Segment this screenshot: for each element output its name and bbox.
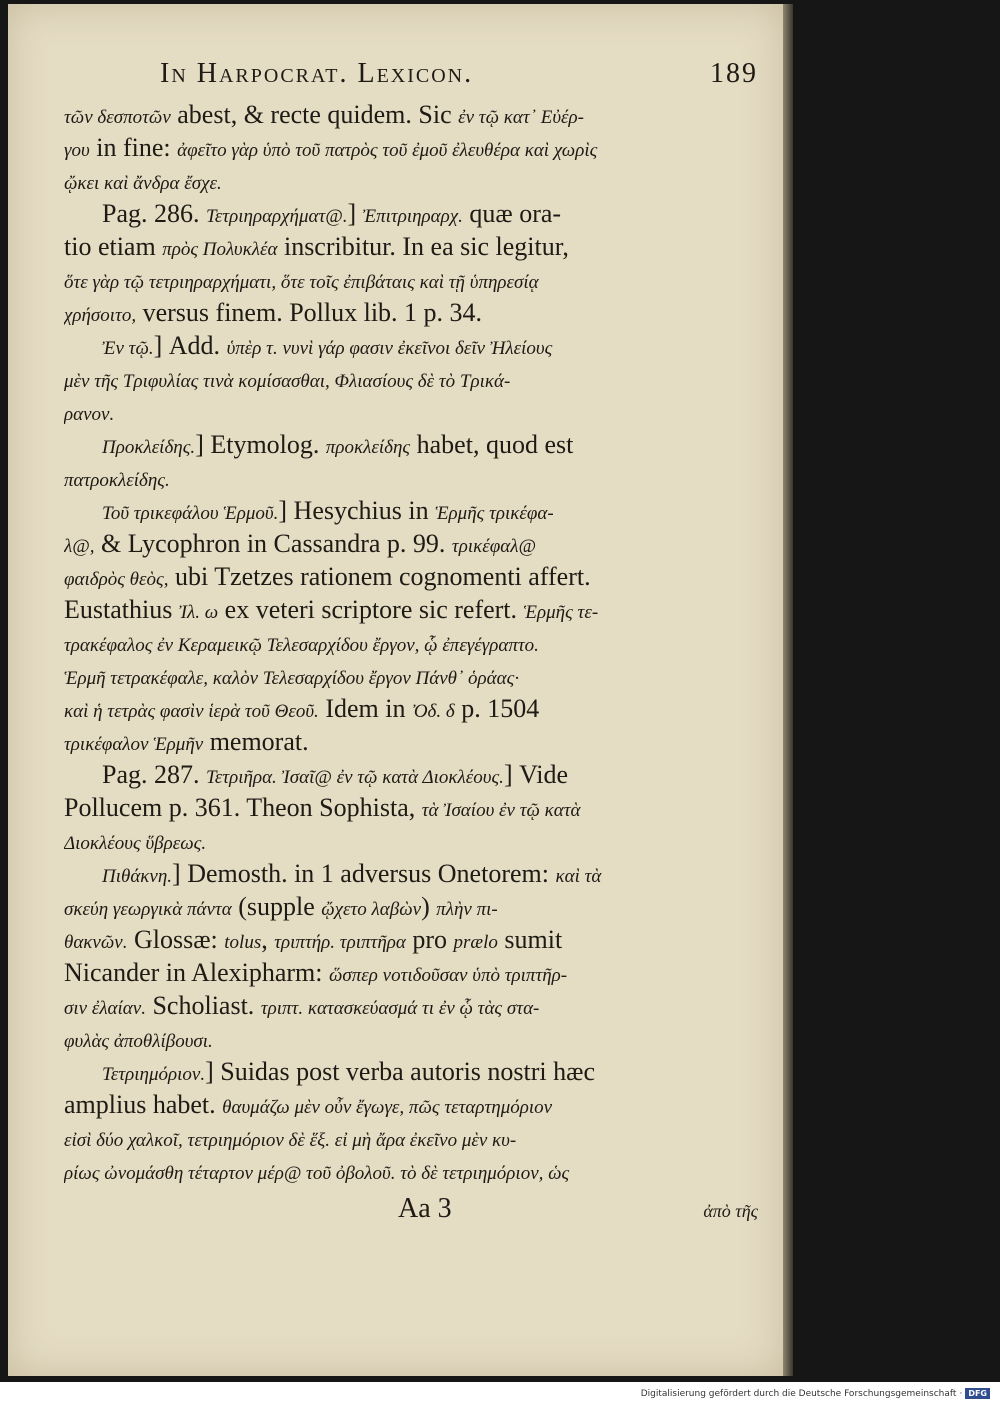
greek-text: Ἰλ. ω bbox=[178, 602, 219, 623]
latin-text: in fine: bbox=[89, 133, 178, 162]
text-line bbox=[64, 758, 758, 791]
greek-text: τρικέφαλον Ἑρμῆν bbox=[64, 734, 204, 755]
greek-text: ὅτε γὰρ τῷ τετριηραρχήματι, ὅτε τοῖς ἐπιβάταις καὶ τῇ ὑπηρεσίᾳ bbox=[64, 272, 539, 293]
text-line bbox=[64, 461, 758, 494]
greek-text: ᾤκει καὶ ἄνδρα ἔσχε. bbox=[64, 173, 222, 194]
digitization-credit bbox=[641, 1388, 990, 1399]
text-line bbox=[64, 593, 758, 626]
greek-text: τρακέφαλος ἐν Κεραμεικῷ Τελεσαρχίδου ἔργον, ᾧ ἐπεγέγραπτο. bbox=[64, 635, 539, 656]
latin-text: (supple bbox=[231, 892, 322, 921]
page-edge bbox=[783, 4, 793, 1376]
text-line bbox=[64, 131, 758, 164]
running-title: In Harpocrat. Lexicon. bbox=[160, 58, 474, 89]
text-line bbox=[64, 725, 758, 758]
signature-mark: Aa 3 bbox=[398, 1193, 452, 1224]
greek-text: Ἐν τῷ. bbox=[102, 338, 154, 359]
latin-text: ) bbox=[421, 892, 437, 921]
greek-text: πλὴν πι- bbox=[436, 899, 498, 920]
greek-text: Τετριηραρχήματ@. bbox=[206, 206, 348, 227]
text-line bbox=[64, 527, 758, 560]
latin-text: ubi Tzetzes rationem cognomenti affert. bbox=[168, 562, 591, 591]
text-line bbox=[64, 395, 758, 428]
greek-text: προκλείδης bbox=[325, 437, 411, 458]
text-line bbox=[64, 956, 758, 989]
text-line bbox=[64, 857, 758, 890]
latin-text: Nicander in Alexipharm: bbox=[64, 958, 329, 987]
body-text bbox=[64, 98, 758, 1187]
latin-text: ex veteri scriptore sic refert. bbox=[218, 595, 524, 624]
greek-text: Διοκλέους ὕβρεως. bbox=[64, 833, 207, 854]
latin-text: memorat. bbox=[203, 727, 309, 756]
greek-text: prælo bbox=[453, 932, 498, 953]
text-line bbox=[64, 791, 758, 824]
page-footer bbox=[64, 1193, 758, 1225]
greek-text: θαυμάζω μὲν οὖν ἔγωγε, πῶς τεταρτημόριον bbox=[222, 1097, 553, 1118]
greek-text: Τετριῆρα. Ἰσαῖ@ ἐν τῷ κατὰ Διοκλέους. bbox=[206, 767, 504, 788]
greek-text: σιν ἐλαίαν. bbox=[64, 998, 146, 1019]
latin-text: quæ ora- bbox=[462, 199, 562, 228]
text-line bbox=[64, 659, 758, 692]
greek-text: τῶν δεσποτῶν bbox=[64, 107, 171, 128]
text-line bbox=[64, 692, 758, 725]
text-block bbox=[64, 58, 758, 1225]
text-line bbox=[64, 494, 758, 527]
greek-text: Προκλείδης. bbox=[102, 437, 196, 458]
latin-text: ] Hesychius in bbox=[278, 496, 436, 525]
greek-text: χρήσοιτο, bbox=[64, 305, 137, 326]
text-line bbox=[64, 1154, 758, 1187]
greek-text: ᾤχετο λαβὼν bbox=[321, 899, 422, 920]
text-line bbox=[64, 626, 758, 659]
text-line bbox=[64, 164, 758, 197]
text-line bbox=[64, 1121, 758, 1154]
latin-text: , bbox=[261, 925, 275, 954]
greek-text: τριπτήρ. τριπτῆρα bbox=[274, 932, 406, 953]
dfg-logo: DFG bbox=[965, 1388, 990, 1399]
latin-text: ] Add. bbox=[153, 331, 227, 360]
latin-text: ] Demosth. in 1 adversus Onetorem: bbox=[172, 859, 556, 888]
text-line bbox=[64, 263, 758, 296]
latin-text: ] Etymolog. bbox=[195, 430, 326, 459]
greek-text: Ἑρμῆς τρικέφα- bbox=[435, 503, 554, 524]
greek-text: καὶ ἡ τετρὰς φασὶν ἱερὰ τοῦ Θεοῦ. bbox=[64, 701, 319, 722]
greek-text: ρανον. bbox=[64, 404, 115, 425]
latin-text: pro bbox=[405, 925, 454, 954]
latin-text: & Lycophron in Cassandra p. 99. bbox=[94, 529, 452, 558]
greek-text: θακνῶν. bbox=[64, 932, 128, 953]
latin-text: ] Suidas post verba autoris nostri hæc bbox=[205, 1057, 596, 1086]
greek-text: ἀφεῖτο γὰρ ὑπὸ τοῦ πατρὸς τοῦ ἐμοῦ ἐλευθέρα καὶ χωρὶς bbox=[177, 140, 598, 161]
latin-text: amplius habet. bbox=[64, 1090, 223, 1119]
greek-text: πατροκλείδης. bbox=[64, 470, 170, 491]
latin-text: versus finem. Pollux lib. 1 p. 34. bbox=[136, 298, 483, 327]
greek-text: Ἑρμῆς τε- bbox=[523, 602, 599, 623]
greek-text: μὲν τῆς Τριφυλίας τινὰ κομίσασθαι, Φλιασίους δὲ τὸ Τρικά- bbox=[64, 371, 511, 392]
greek-text: ὥσπερ νοτιδοῦσαν ὑπὸ τριπτῆρ- bbox=[328, 965, 568, 986]
greek-text: ἐν τῷ κατ᾽ Εὐέρ- bbox=[458, 107, 584, 128]
text-line bbox=[64, 296, 758, 329]
latin-text: habet, quod est bbox=[410, 430, 574, 459]
text-line bbox=[64, 560, 758, 593]
greek-text: ρίως ὠνομάσθη τέταρτον μέρ@ τοῦ ὀβολοῦ. τὸ δὲ τετριημόριον, ὡς bbox=[64, 1163, 570, 1184]
latin-text: Pollucem p. 361. Theon Sophista, bbox=[64, 793, 422, 822]
greek-text: καὶ τὰ bbox=[555, 866, 602, 887]
text-line bbox=[64, 362, 758, 395]
latin-text: Pag. 286. bbox=[102, 199, 206, 228]
text-line bbox=[64, 329, 758, 362]
text-line bbox=[64, 824, 758, 857]
latin-text: ] Vide bbox=[503, 760, 569, 789]
greek-text: τριπτ. κατασκεύασμά τι ἐν ᾧ τὰς στα- bbox=[260, 998, 540, 1019]
greek-text: φαιδρὸς θεὸς, bbox=[64, 569, 169, 590]
latin-text: abest, & recte quidem. Sic bbox=[170, 100, 459, 129]
text-line bbox=[64, 1088, 758, 1121]
latin-text: Scholiast. bbox=[145, 991, 261, 1020]
latin-text: Eustathius bbox=[64, 595, 179, 624]
greek-text: Ὀδ. δ bbox=[411, 701, 455, 722]
page-number: 189 bbox=[710, 58, 758, 89]
greek-text: λ@, bbox=[64, 536, 95, 557]
text-line bbox=[64, 923, 758, 956]
greek-text: πρὸς Πολυκλέα bbox=[162, 239, 278, 260]
text-line bbox=[64, 428, 758, 461]
greek-text: tolus bbox=[224, 932, 262, 953]
greek-text: εἰσὶ δύο χαλκοῖ, τετριημόριον δὲ ἕξ. εἰ μὴ ἄρα ἐκεῖνο μὲν κυ- bbox=[64, 1130, 517, 1151]
latin-text: inscribitur. In ea sic legitur, bbox=[277, 232, 569, 261]
text-line bbox=[64, 1055, 758, 1088]
greek-text: Ἑρμῆ τετρακέφαλε, καλὸν Τελεσαρχίδου ἔργον Πάνθ᾽ ὁράας· bbox=[64, 668, 520, 689]
running-header bbox=[160, 58, 758, 98]
latin-text: p. 1504 bbox=[454, 694, 540, 723]
greek-text: τρικέφαλ@ bbox=[451, 536, 536, 557]
text-line bbox=[64, 890, 758, 923]
text-line bbox=[64, 989, 758, 1022]
text-line bbox=[64, 230, 758, 263]
greek-text: Πιθάκνη. bbox=[102, 866, 173, 887]
catchword: ἀπὸ τῆς bbox=[703, 1201, 758, 1221]
greek-text: ὑπὲρ τ. νυνὶ γάρ φασιν ἐκεῖνοι δεῖν Ἠλείους bbox=[226, 338, 553, 359]
greek-text: Τοῦ τρικεφάλου Ἑρμοῦ. bbox=[102, 503, 279, 524]
greek-text: τὰ Ἰσαίου ἐν τῷ κατὰ bbox=[421, 800, 581, 821]
latin-text: sumit bbox=[497, 925, 563, 954]
latin-text: ] bbox=[347, 199, 363, 228]
greek-text: Τετριημόριον. bbox=[102, 1064, 206, 1085]
text-line bbox=[64, 197, 758, 230]
text-line bbox=[64, 98, 758, 131]
text-line bbox=[64, 1022, 758, 1055]
latin-text: Glossæ: bbox=[127, 925, 225, 954]
greek-text: Ἐπιτριηραρχ. bbox=[362, 206, 463, 227]
latin-text: Idem in bbox=[318, 694, 412, 723]
greek-text: φυλὰς ἀποθλίβουσι. bbox=[64, 1031, 213, 1052]
credit-separator: · bbox=[959, 1388, 963, 1399]
greek-text: σκεύη γεωργικὰ πάντα bbox=[64, 899, 232, 920]
greek-text: γου bbox=[64, 140, 90, 161]
credit-text: Digitalisierung gefördert durch die Deutsche Forschungsgemeinschaft bbox=[640, 1388, 957, 1399]
latin-text: Pag. 287. bbox=[102, 760, 206, 789]
latin-text: tio etiam bbox=[64, 232, 163, 261]
